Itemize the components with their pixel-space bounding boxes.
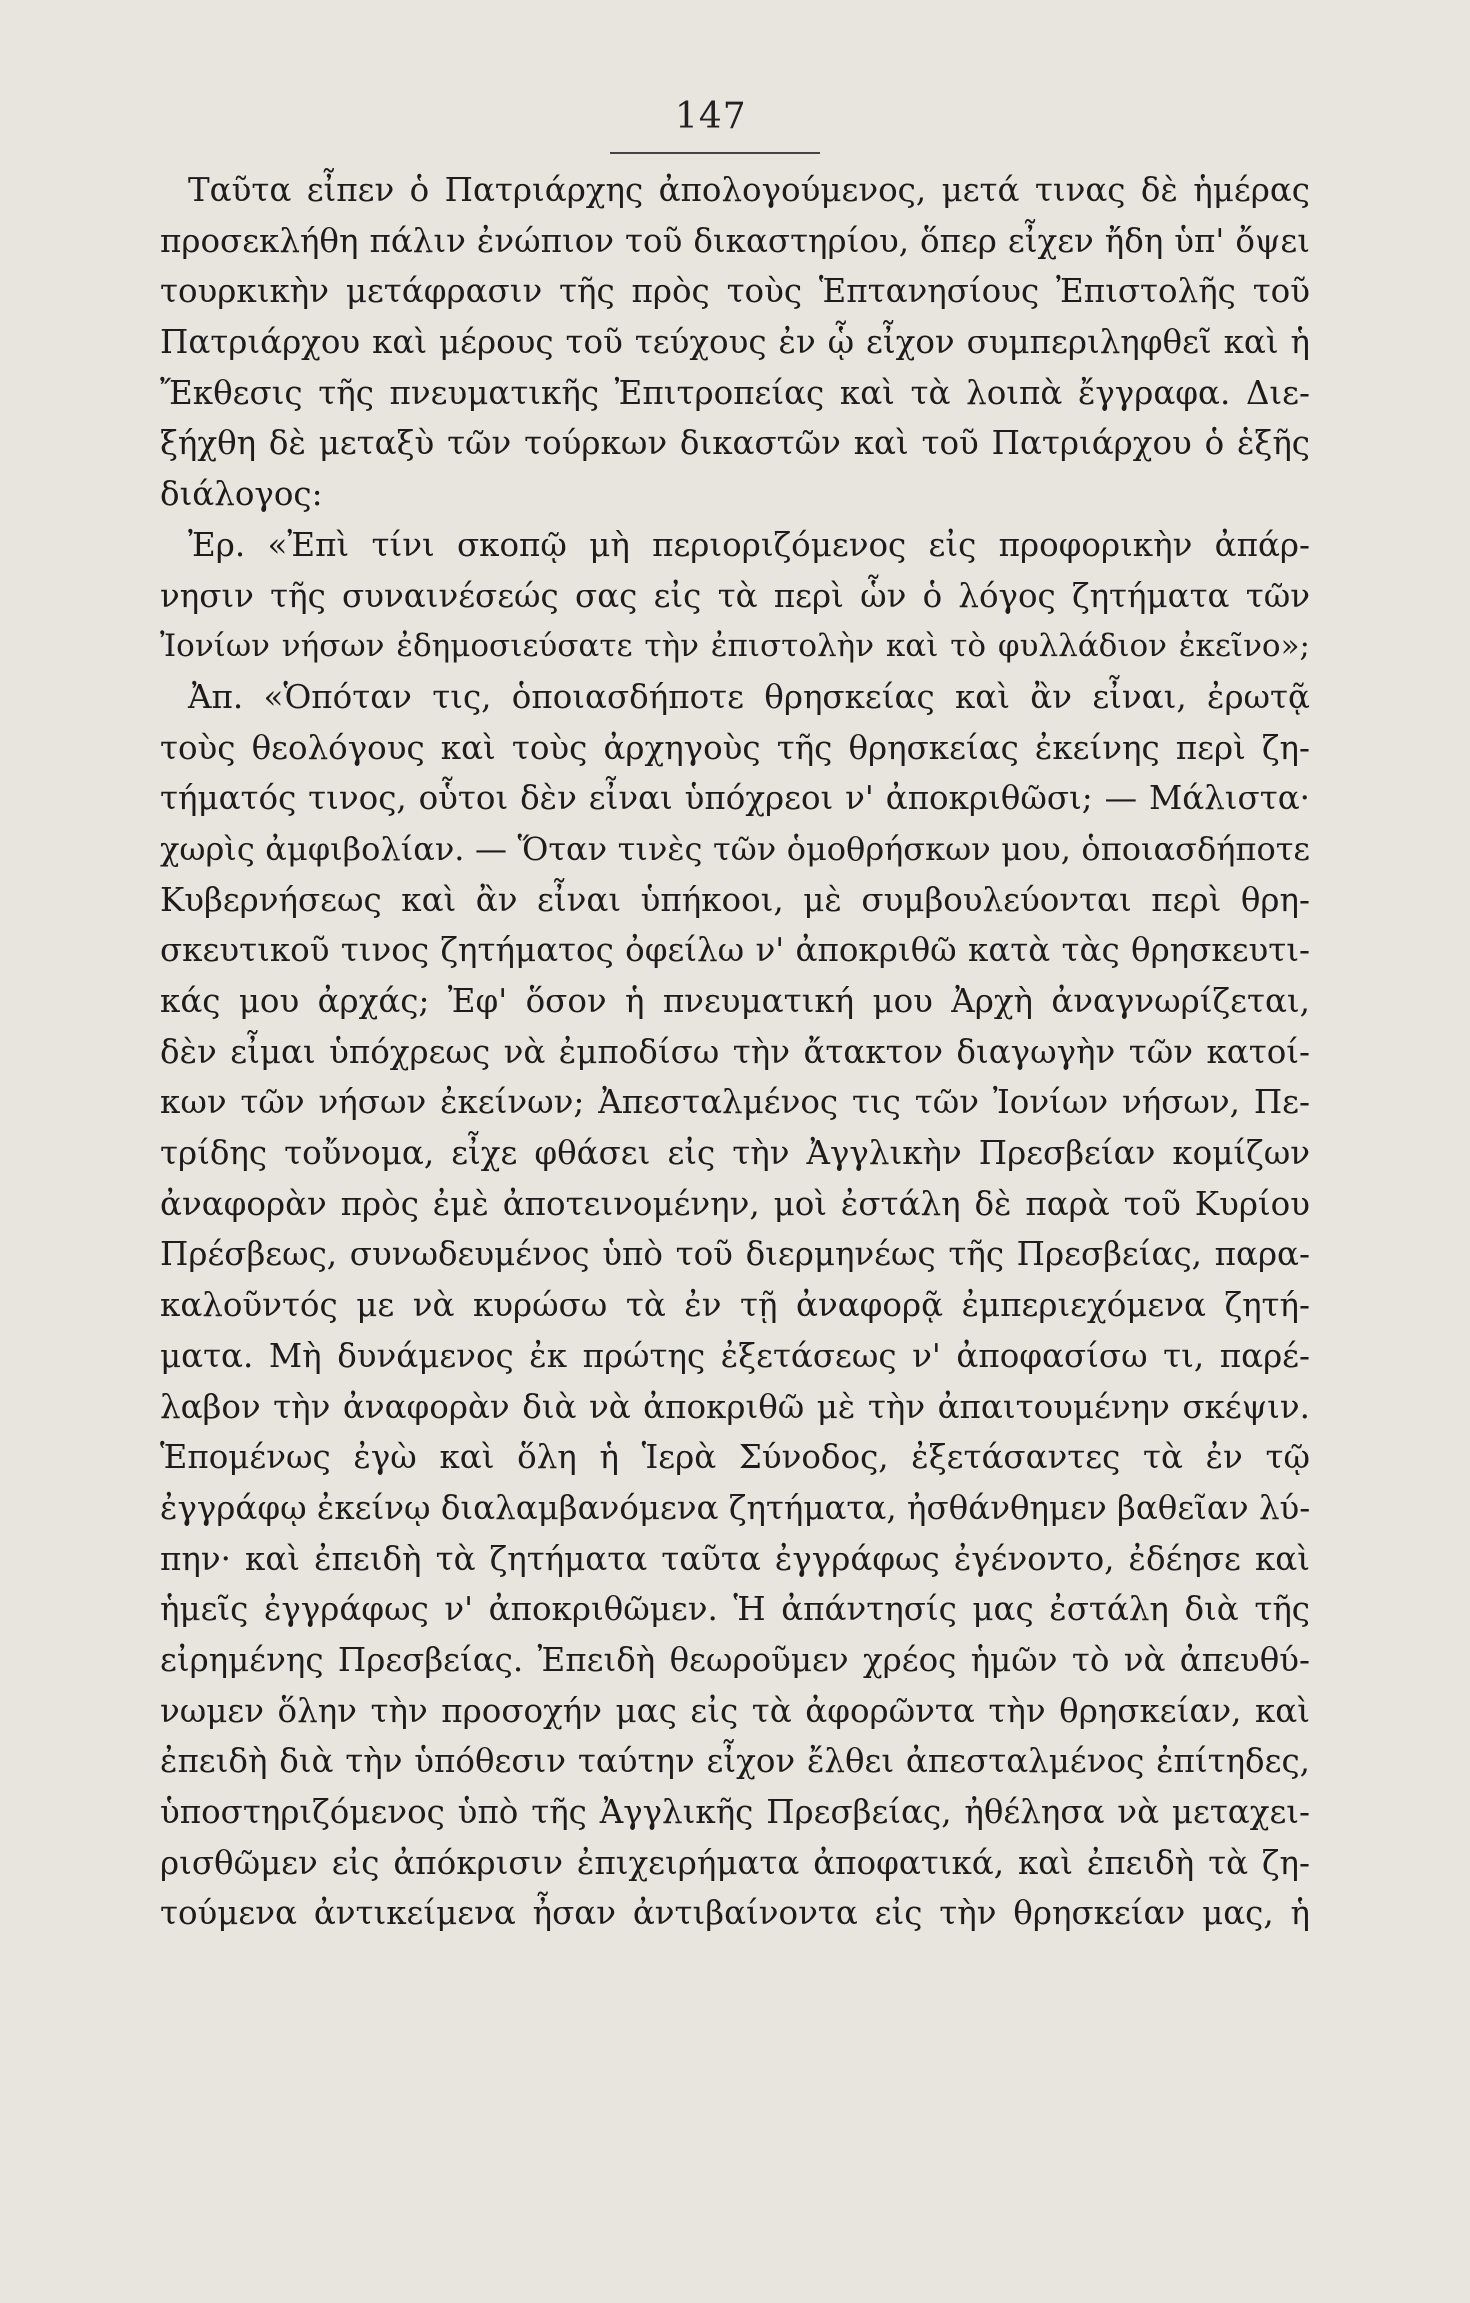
text-line: εἰρημένης Πρεσβείας. Ἐπειδὴ θεωροῦμεν χρέος ἡμῶν τὸ νὰ ἀπευθύ- [160,1640,1310,1679]
text-line: νωμεν ὅλην τὴν προσοχήν μας εἰς τὰ ἀφορῶντα τὴν θρησκείαν, καὶ [160,1691,1310,1730]
text-line: ἡμεῖς ἐγγράφως ν' ἀποκριθῶμεν. Ἡ ἀπάντησίς μας ἐστάλη διὰ τῆς [160,1590,1310,1629]
text-line: κάς μου ἀρχάς; Ἐφ' ὅσον ἡ πνευματική μου Ἀρχὴ ἀναγνωρίζεται, [160,982,1310,1020]
text-line: προσεκλήθη πάλιν ἐνώπιον τοῦ δικαστηρίου, ὅπερ εἶχεν ἤδη ὑπ' ὄψει [160,221,1310,260]
text-line: λαβον τὴν ἀναφορὰν διὰ νὰ ἀποκριθῶ μὲ τὴν ἀπαιτουμένην σκέψιν. [160,1387,1310,1426]
text-line: ματα. Μὴ δυνάμενος ἐκ πρώτης ἐξετάσεως ν' ἀποφασίσω τι, παρέ- [160,1336,1310,1375]
text-line: Ταῦτα εἶπεν ὁ Πατριάρχης ἀπολογούμενος, μετά τινας δὲ ἡμέρας [188,171,1310,209]
text-line: ἐπειδὴ διὰ τὴν ὑπόθεσιν ταύτην εἶχον ἔλθει ἀπεσταλμένος ἐπίτηδες, [160,1742,1310,1781]
text-line: Ἐρ. «Ἐπὶ τίνι σκοπῷ μὴ περιοριζόμενος εἰς προφορικὴν ἀπάρ- [188,525,1310,564]
text-line: Ἰονίων νήσων ἐδημοσιεύσατε τὴν ἐπιστολὴν καὶ τὸ φυλλάδιον ἐκεῖνο»; [160,628,1310,665]
text-line: τρίδης τοὔνομα, εἶχε φθάσει εἰς τὴν Ἀγγλικὴν Πρεσβείαν κομίζων [160,1134,1310,1173]
text-line: Κυβερνήσεως καὶ ἂν εἶναι ὑπήκοοι, μὲ συμβουλεύονται περὶ θρη- [160,880,1310,919]
text-line: τοὺς θεολόγους καὶ τοὺς ἀρχηγοὺς τῆς θρησκείας ἐκείνης περὶ ζη- [160,728,1310,767]
text-line: νησιν τῆς συναινέσεώς σας εἰς τὰ περὶ ὧν ὁ λόγος ζητήματα τῶν [160,576,1310,615]
text-line: τήματός τινος, οὗτοι δὲν εἶναι ὑπόχρεοι ν' ἀποκριθῶσι; — Μάλιστα· [160,779,1310,818]
text-line: Ἑπομένως ἐγὼ καὶ ὅλη ἡ Ἱερὰ Σύνοδος, ἐξετάσαντες τὰ ἐν τῷ [160,1438,1310,1477]
text-line: δὲν εἶμαι ὑπόχρεως νὰ ἐμποδίσω τὴν ἄτακτον διαγωγὴν τῶν κατοί- [160,1032,1310,1071]
text-line: Ἔκθεσις τῆς πνευματικῆς Ἐπιτροπείας καὶ τὰ λοιπὰ ἔγγραφα. Διε- [160,373,1310,412]
text-line: διάλογος: [160,475,323,514]
text-line: τουρκικὴν μετάφρασιν τῆς πρὸς τοὺς Ἑπτανησίους Ἐπιστολῆς τοῦ [160,272,1310,311]
text-line: ξήχθη δὲ μεταξὺ τῶν τούρκων δικαστῶν καὶ τοῦ Πατριάρχου ὁ ἑξῆς [160,424,1310,463]
text-line: Ἀπ. «Ὁπόταν τις, ὁποιασδήποτε θρησκείας καὶ ἂν εἶναι, ἐρωτᾷ [188,677,1310,716]
text-line: πην· καὶ ἐπειδὴ τὰ ζητήματα ταῦτα ἐγγράφως ἐγένοντο, ἐδέησε καὶ [160,1539,1310,1578]
text-line: χωρὶς ἀμφιβολίαν. — Ὅταν τινὲς τῶν ὁμοθρήσκων μου, ὁποιασδήποτε [160,829,1310,868]
text-line: ρισθῶμεν εἰς ἀπόκρισιν ἐπιχειρήματα ἀποφατικά, καὶ ἐπειδὴ τὰ ζη- [160,1843,1310,1882]
text-line: Πρέσβεως, συνωδευμένος ὑπὸ τοῦ διερμηνέως τῆς Πρεσβείας, παρα- [160,1235,1310,1274]
text-line: ἀναφορὰν πρὸς ἐμὲ ἀποτεινομένην, μοὶ ἐστάλη δὲ παρὰ τοῦ Κυρίου [160,1184,1310,1223]
text-line: ὑποστηριζόμενος ὑπὸ τῆς Ἀγγλικῆς Πρεσβείας, ἠθέλησα νὰ μεταχει- [160,1793,1310,1831]
text-line: κων τῶν νήσων ἐκείνων; Ἀπεσταλμένος τις τῶν Ἰονίων νήσων, Πε- [160,1083,1310,1122]
body-text [160,165,1310,1939]
text-line: Πατριάρχου καὶ μέρους τοῦ τεύχους ἐν ᾧ εἶχον συμπεριληφθεῖ καὶ ἡ [160,323,1310,362]
text-line: ἐγγράφῳ ἐκείνῳ διαλαμβανόμενα ζητήματα, ἠσθάνθημεν βαθεῖαν λύ- [160,1488,1310,1527]
text-line: καλοῦντός με νὰ κυρώσω τὰ ἐν τῇ ἀναφορᾷ ἐμπεριεχόμενα ζητή- [160,1286,1310,1325]
page-number: 147 [675,96,747,137]
text-line: σκευτικοῦ τινος ζητήματος ὀφείλω ν' ἀποκριθῶ κατὰ τὰς θρησκευτι- [160,931,1310,970]
text-line: τούμενα ἀντικείμενα ἦσαν ἀντιβαίνοντα εἰς τὴν θρησκείαν μας, ἡ [160,1894,1310,1933]
header-rule [610,152,820,154]
